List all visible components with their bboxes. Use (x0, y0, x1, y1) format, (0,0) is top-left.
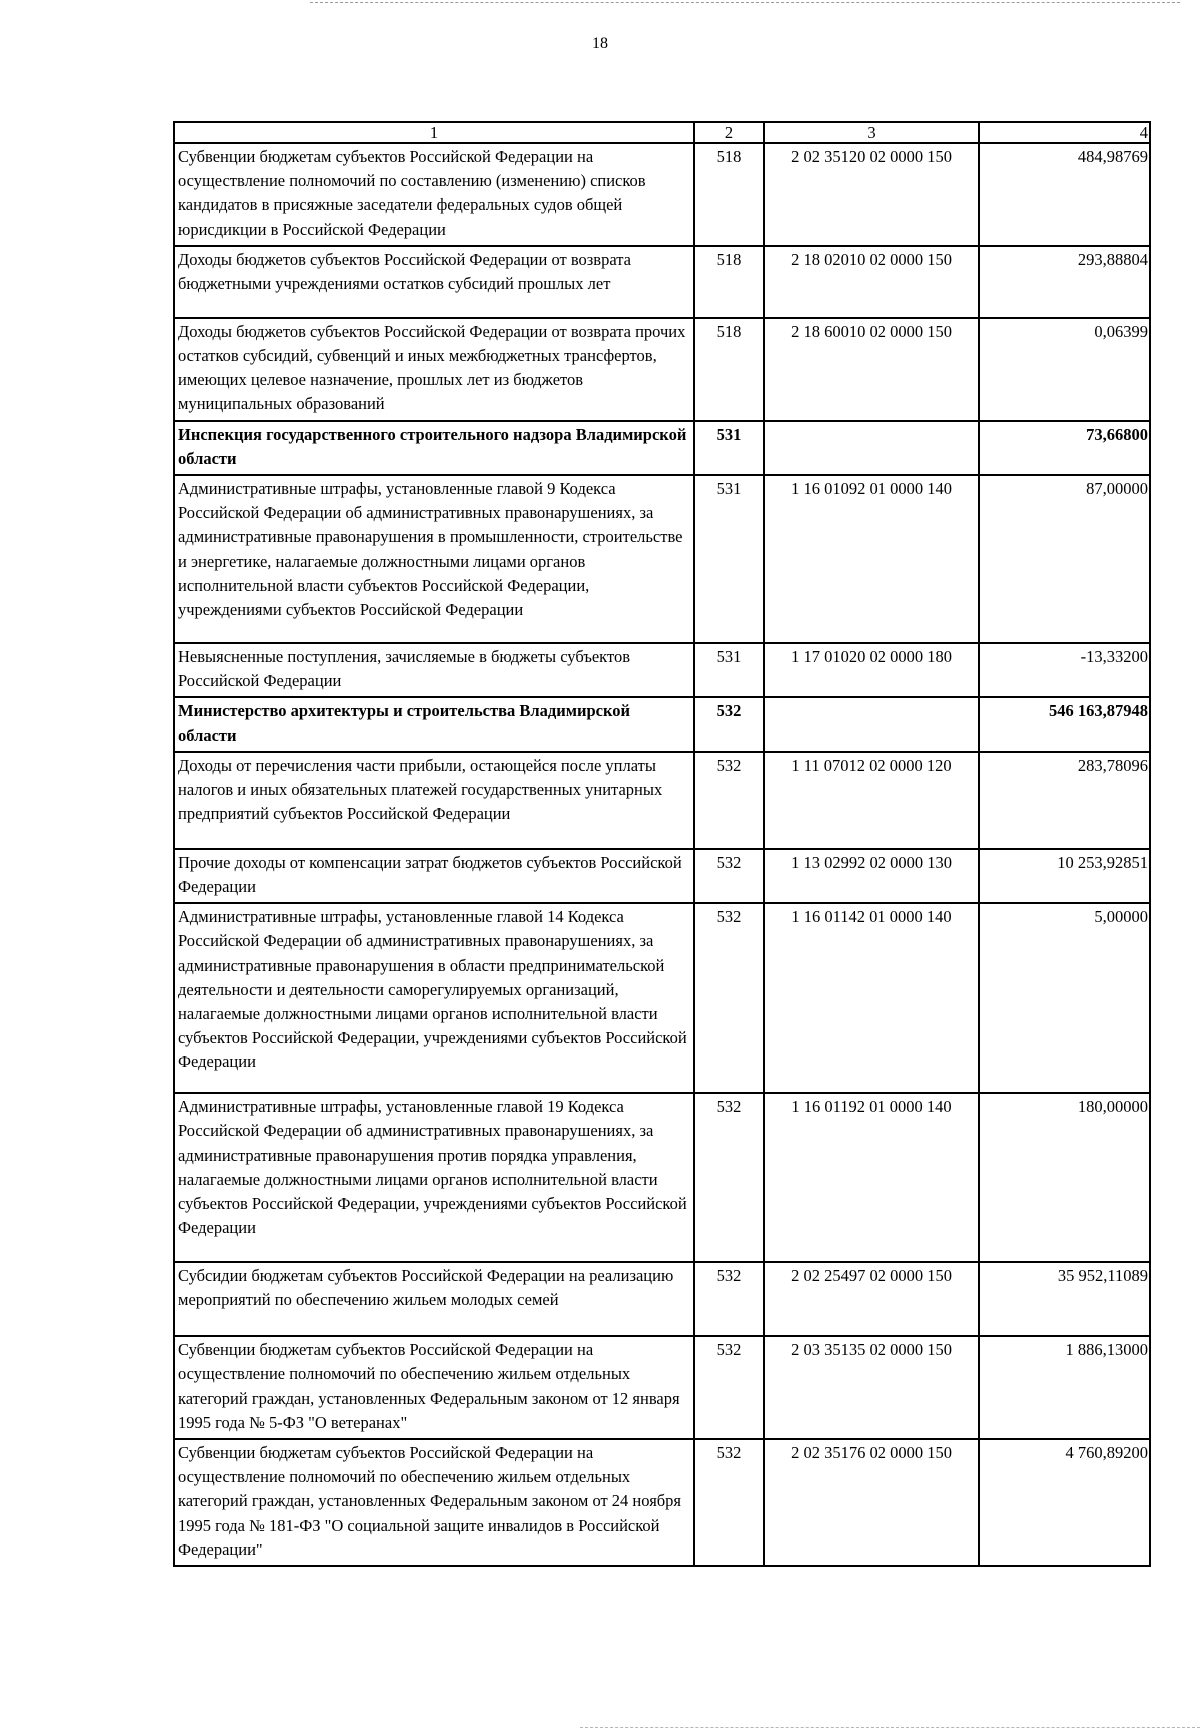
row-code-cell: 532 (694, 697, 764, 751)
row-name-cell: Субвенции бюджетам субъектов Российской Федерации на осуществление полномочий по обеспечению жильем отдельных категорий граждан, установленных Федеральным законом от 24 ноября 1995 года № 181-ФЗ "О социальной защите инвалидов в Российской Федерации" (174, 1439, 694, 1566)
table-row (174, 1439, 1150, 1566)
row-kbk-cell: 2 02 25497 02 0000 150 (764, 1262, 979, 1336)
row-code-cell: 532 (694, 903, 764, 1093)
row-name-cell: Субсидии бюджетам субъектов Российской Федерации на реализацию мероприятий по обеспечению жильем молодых семей (174, 1262, 694, 1336)
row-name-cell: Инспекция государственного строительного надзора Владимирской области (174, 421, 694, 475)
row-kbk-cell: 1 13 02992 02 0000 130 (764, 849, 979, 903)
table-row (174, 143, 1150, 246)
table-row (174, 697, 1150, 751)
row-kbk-cell: 1 16 01142 01 0000 140 (764, 903, 979, 1093)
row-kbk-cell: 1 11 07012 02 0000 120 (764, 752, 979, 849)
row-kbk-cell: 2 02 35120 02 0000 150 (764, 143, 979, 246)
row-name-cell: Административные штрафы, установленные главой 14 Кодекса Российской Федерации об административных правонарушениях, за административные правонарушения в области предпринимательской деятельности и деятельности саморегулируемых организаций, налагаемые должностными лицами органов исполнительной власти субъектов Российской Федерации, учреждениями субъектов Российской Федерации (174, 903, 694, 1093)
row-kbk-cell: 2 18 60010 02 0000 150 (764, 318, 979, 421)
row-kbk-cell: 2 02 35176 02 0000 150 (764, 1439, 979, 1566)
row-name-cell: Субвенции бюджетам субъектов Российской Федерации на осуществление полномочий по обеспечению жильем отдельных категорий граждан, установленных Федеральным законом от 12 января 1995 года № 5-ФЗ "О ветеранах" (174, 1336, 694, 1439)
table-row (174, 1336, 1150, 1439)
table-row (174, 752, 1150, 849)
row-code-cell: 532 (694, 1336, 764, 1439)
row-code-cell: 532 (694, 1262, 764, 1336)
row-amount-cell: 283,78096 (979, 752, 1150, 849)
table-row (174, 849, 1150, 903)
table-header (174, 122, 1150, 143)
row-amount-cell: 546 163,87948 (979, 697, 1150, 751)
row-kbk-cell: 2 03 35135 02 0000 150 (764, 1336, 979, 1439)
row-name-cell: Административные штрафы, установленные главой 9 Кодекса Российской Федерации об административных правонарушениях, за административные правонарушения в промышленности, строительстве и энергетике, налагаемые должностными лицами органов исполнительной власти субъектов Российской Федерации, учреждениями субъектов Российской Федерации (174, 475, 694, 643)
income-table (173, 121, 1151, 1567)
row-amount-cell: 10 253,92851 (979, 849, 1150, 903)
row-amount-cell: 35 952,11089 (979, 1262, 1150, 1336)
header-col-1: 1 (174, 122, 694, 143)
header-col-3: 3 (764, 122, 979, 143)
page-number: 18 (592, 35, 608, 52)
row-kbk-cell (764, 697, 979, 751)
row-kbk-cell: 1 17 01020 02 0000 180 (764, 643, 979, 697)
row-kbk-cell (764, 421, 979, 475)
row-code-cell: 532 (694, 1439, 764, 1566)
row-amount-cell: 180,00000 (979, 1093, 1150, 1262)
row-name-cell: Доходы бюджетов субъектов Российской Федерации от возврата прочих остатков субсидий, субвенций и иных межбюджетных трансфертов, имеющих целевое назначение, прошлых лет из бюджетов муниципальных образований (174, 318, 694, 421)
row-name-cell: Невыясненные поступления, зачисляемые в бюджеты субъектов Российской Федерации (174, 643, 694, 697)
row-amount-cell: -13,33200 (979, 643, 1150, 697)
row-amount-cell: 5,00000 (979, 903, 1150, 1093)
row-name-cell: Доходы бюджетов субъектов Российской Федерации от возврата бюджетными учреждениями остатков субсидий прошлых лет (174, 246, 694, 318)
income-table-wrapper (173, 121, 1151, 1567)
row-amount-cell: 0,06399 (979, 318, 1150, 421)
row-code-cell: 518 (694, 246, 764, 318)
row-name-cell: Административные штрафы, установленные главой 19 Кодекса Российской Федерации об административных правонарушениях, за административные правонарушения против порядка управления, налагаемые должностными лицами органов исполнительной власти субъектов Российской Федерации, учреждениями субъектов Российской Федерации (174, 1093, 694, 1262)
scan-top-edge (310, 2, 1180, 3)
table-body (174, 143, 1150, 1566)
scan-bottom-edge (580, 1727, 1200, 1728)
table-row (174, 421, 1150, 475)
row-amount-cell: 87,00000 (979, 475, 1150, 643)
row-name-cell: Доходы от перечисления части прибыли, остающейся после уплаты налогов и иных обязательных платежей государственных унитарных предприятий субъектов Российской Федерации (174, 752, 694, 849)
table-row (174, 643, 1150, 697)
row-amount-cell: 73,66800 (979, 421, 1150, 475)
row-code-cell: 532 (694, 752, 764, 849)
row-name-cell: Министерство архитектуры и строительства Владимирской области (174, 697, 694, 751)
row-kbk-cell: 1 16 01192 01 0000 140 (764, 1093, 979, 1262)
table-row (174, 475, 1150, 643)
row-amount-cell: 4 760,89200 (979, 1439, 1150, 1566)
row-amount-cell: 484,98769 (979, 143, 1150, 246)
row-code-cell: 531 (694, 475, 764, 643)
row-code-cell: 532 (694, 849, 764, 903)
header-col-4: 4 (979, 122, 1150, 143)
row-name-cell: Субвенции бюджетам субъектов Российской Федерации на осуществление полномочий по составлению (изменению) списков кандидатов в присяжные заседатели федеральных судов общей юрисдикции в Российской Федерации (174, 143, 694, 246)
row-code-cell: 531 (694, 643, 764, 697)
row-name-cell: Прочие доходы от компенсации затрат бюджетов субъектов Российской Федерации (174, 849, 694, 903)
row-kbk-cell: 2 18 02010 02 0000 150 (764, 246, 979, 318)
table-row (174, 1093, 1150, 1262)
row-code-cell: 518 (694, 318, 764, 421)
table-row (174, 903, 1150, 1093)
table-row (174, 318, 1150, 421)
header-col-2: 2 (694, 122, 764, 143)
table-row (174, 246, 1150, 318)
table-row (174, 1262, 1150, 1336)
row-code-cell: 531 (694, 421, 764, 475)
row-amount-cell: 1 886,13000 (979, 1336, 1150, 1439)
row-code-cell: 532 (694, 1093, 764, 1262)
row-amount-cell: 293,88804 (979, 246, 1150, 318)
row-code-cell: 518 (694, 143, 764, 246)
header-row (174, 122, 1150, 143)
row-kbk-cell: 1 16 01092 01 0000 140 (764, 475, 979, 643)
